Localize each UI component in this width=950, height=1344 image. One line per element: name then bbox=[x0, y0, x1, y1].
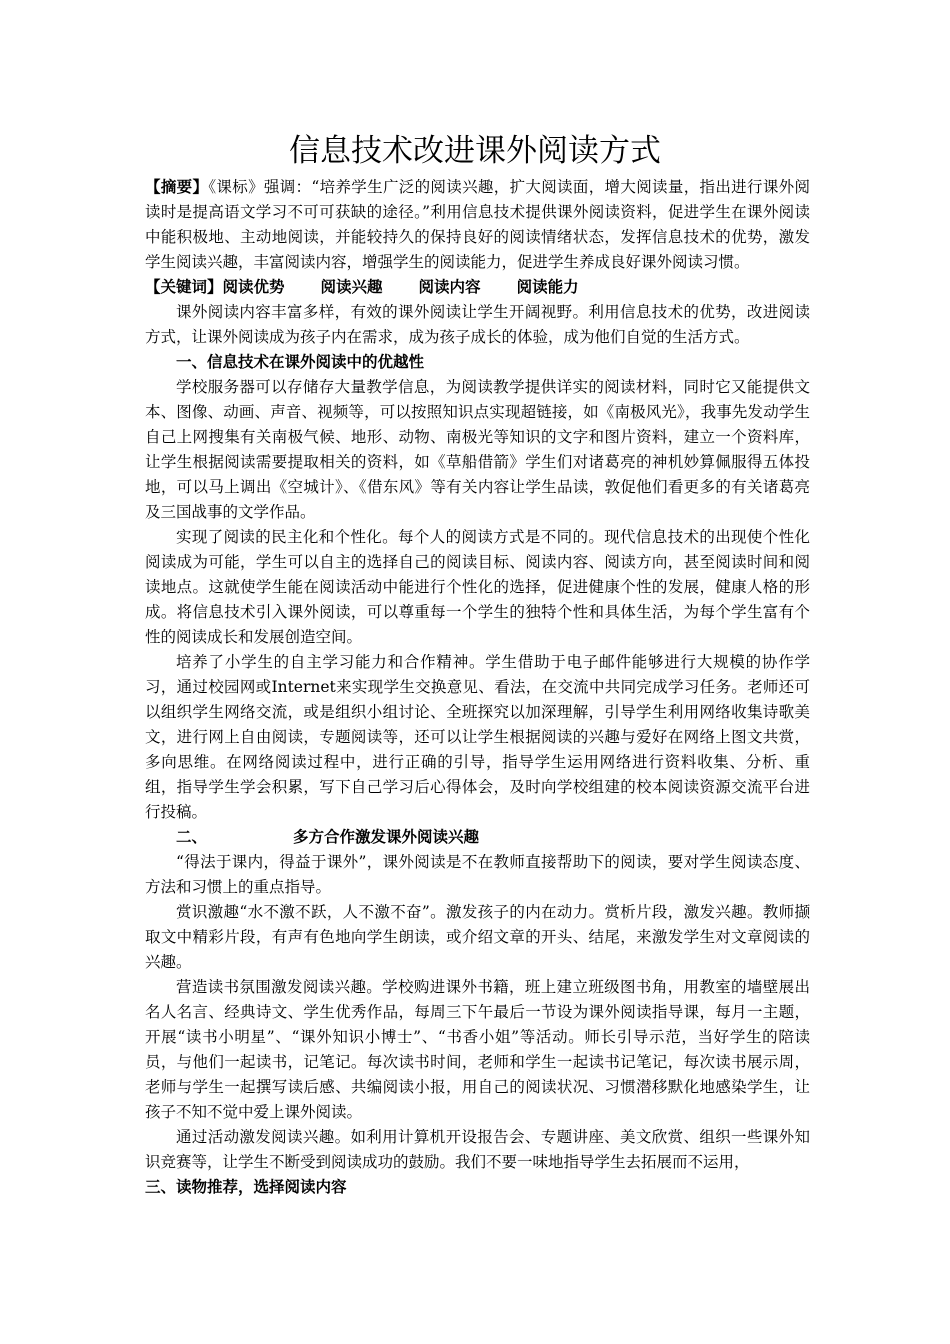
section-heading bbox=[145, 825, 810, 850]
body-paragraph: 赏识激趣“水不激不跃，人不激不奋”。激发孩子的内在动力。赏析片段，激发兴趣。教师撷取文中精彩片段，有声有色地向学生朗读，或介绍文章的开头、结尾，来激发学生对文章阅读的兴趣。 bbox=[145, 903, 810, 971]
section-title: 多方合作激发课外阅读兴趣 bbox=[293, 828, 480, 846]
abstract-text: 《课标》强调：“培养学生广泛的阅读兴趣，扩大阅读面，增大阅读量，指出进行课外阅读时是提高语文学习不可可获缺的途径。”利用信息技术提供课外阅读资料，促进学生在课外阅读中能积极地、主动地阅读，并能较持久的保持良好的阅读情绪状态，发挥信息技术的优势，激发学生阅读兴趣，丰富阅读内容，增强学生的阅读能力，促进学生养成良好课外阅读习惯。 bbox=[145, 178, 810, 271]
body-paragraph: “得法于课内，得益于课外”，课外阅读是不在教师直接帮助下的阅读，要对学生阅读态度、方法和习惯上的重点指导。 bbox=[145, 853, 810, 896]
document-body bbox=[145, 175, 810, 1200]
keywords-label: 【关键词】 bbox=[145, 278, 223, 296]
abstract-label: 【摘要】 bbox=[145, 178, 209, 196]
keyword-item: 阅读优势 bbox=[222, 278, 285, 296]
body-paragraph: 通过活动激发阅读兴趣。如利用计算机开设报告会、专题讲座、美文欣赏、组织一些课外知识竞赛等，让学生不断受到阅读成功的鼓励。我们不要一味地指导学生去拓展而不运用， bbox=[145, 1128, 810, 1171]
intro-paragraph: 课外阅读内容丰富多样，有效的课外阅读让学生开阔视野。利用信息技术的优势，改进阅读方式，让课外阅读成为孩子内在需求，成为孩子成长的体验，成为他们自觉的生活方式。 bbox=[145, 303, 810, 346]
section-heading: 一、信息技术在课外阅读中的优越性 bbox=[176, 353, 425, 371]
keyword-item: 阅读兴趣 bbox=[320, 278, 383, 296]
section-number: 二、 bbox=[176, 828, 208, 846]
keyword-item: 阅读内容 bbox=[418, 278, 481, 296]
body-paragraph: 学校服务器可以存储存大量教学信息，为阅读教学提供详实的阅读材料，同时它又能提供文本、图像、动画、声音、视频等，可以按照知识点实现超链接，如《南极风光》，我事先发动学生自己上网搜集有关南极气候、地形、动物、南极光等知识的文字和图片资料，建立一个资料库，让学生根据阅读需要提取相关的资料，如《草船借箭》学生们对诸葛亮的神机妙算佩服得五体投地，可以马上调出《空城计》、《借东风》等有关内容让学生品读，敦促他们看更多的有关诸葛亮及三国战事的文学作品。 bbox=[145, 378, 810, 521]
page-title: 信息技术改进课外阅读方式 bbox=[289, 133, 661, 169]
section-heading: 三、读物推荐，选择阅读内容 bbox=[145, 1178, 347, 1196]
keywords-line bbox=[145, 275, 810, 300]
body-paragraph: 实现了阅读的民主化和个性化。每个人的阅读方式是不同的。现代信息技术的出现使个性化阅读成为可能，学生可以自主的选择自己的阅读目标、阅读内容、阅读方向，甚至阅读时间和阅读地点。这就使学生能在阅读活动中能进行个性化的选择，促进健康个性的发展，健康人格的形成。将信息技术引入课外阅读，可以尊重每一个学生的独特个性和具体生活，为每个学生富有个性的阅读成长和发展创造空间。 bbox=[145, 528, 810, 646]
abstract-paragraph bbox=[145, 175, 810, 275]
keyword-item: 阅读能力 bbox=[516, 278, 579, 296]
body-paragraph: 营造读书氛围激发阅读兴趣。学校购进课外书籍，班上建立班级图书角，用教室的墙壁展出名人名言、经典诗文、学生优秀作品，每周三下午最后一节设为课外阅读指导课，每月一主题，开展“读书小明星”、“课外知识小博士”、“书香小姐”等活动。师长引导示范，当好学生的陪读员，与他们一起读书，记笔记。每次读书时间，老师和学生一起读书记笔记，每次读书展示周，老师与学生一起撰写读后感、共编阅读小报，用自己的阅读状况、习惯潜移默化地感染学生，让孩子不知不觉中爱上课外阅读。 bbox=[145, 978, 810, 1121]
body-paragraph: 培养了小学生的自主学习能力和合作精神。学生借助于电子邮件能够进行大规模的协作学习，通过校园网或Internet来实现学生交换意见、看法，在交流中共同完成学习任务。老师还可以组织学生网络交流，或是组织小组讨论、全班探究以加深理解，引导学生利用网络收集诗歌美文，进行网上自由阅读，专题阅读等，还可以让学生根据阅读的兴趣与爱好在网络上图文共赏，多向思维。在网络阅读过程中，进行正确的引导，指导学生运用网络进行资料收集、分析、重组，指导学生学会积累，写下自己学习后心得体会，及时向学校组建的校本阅读资源交流平台进行投稿。 bbox=[145, 653, 810, 821]
